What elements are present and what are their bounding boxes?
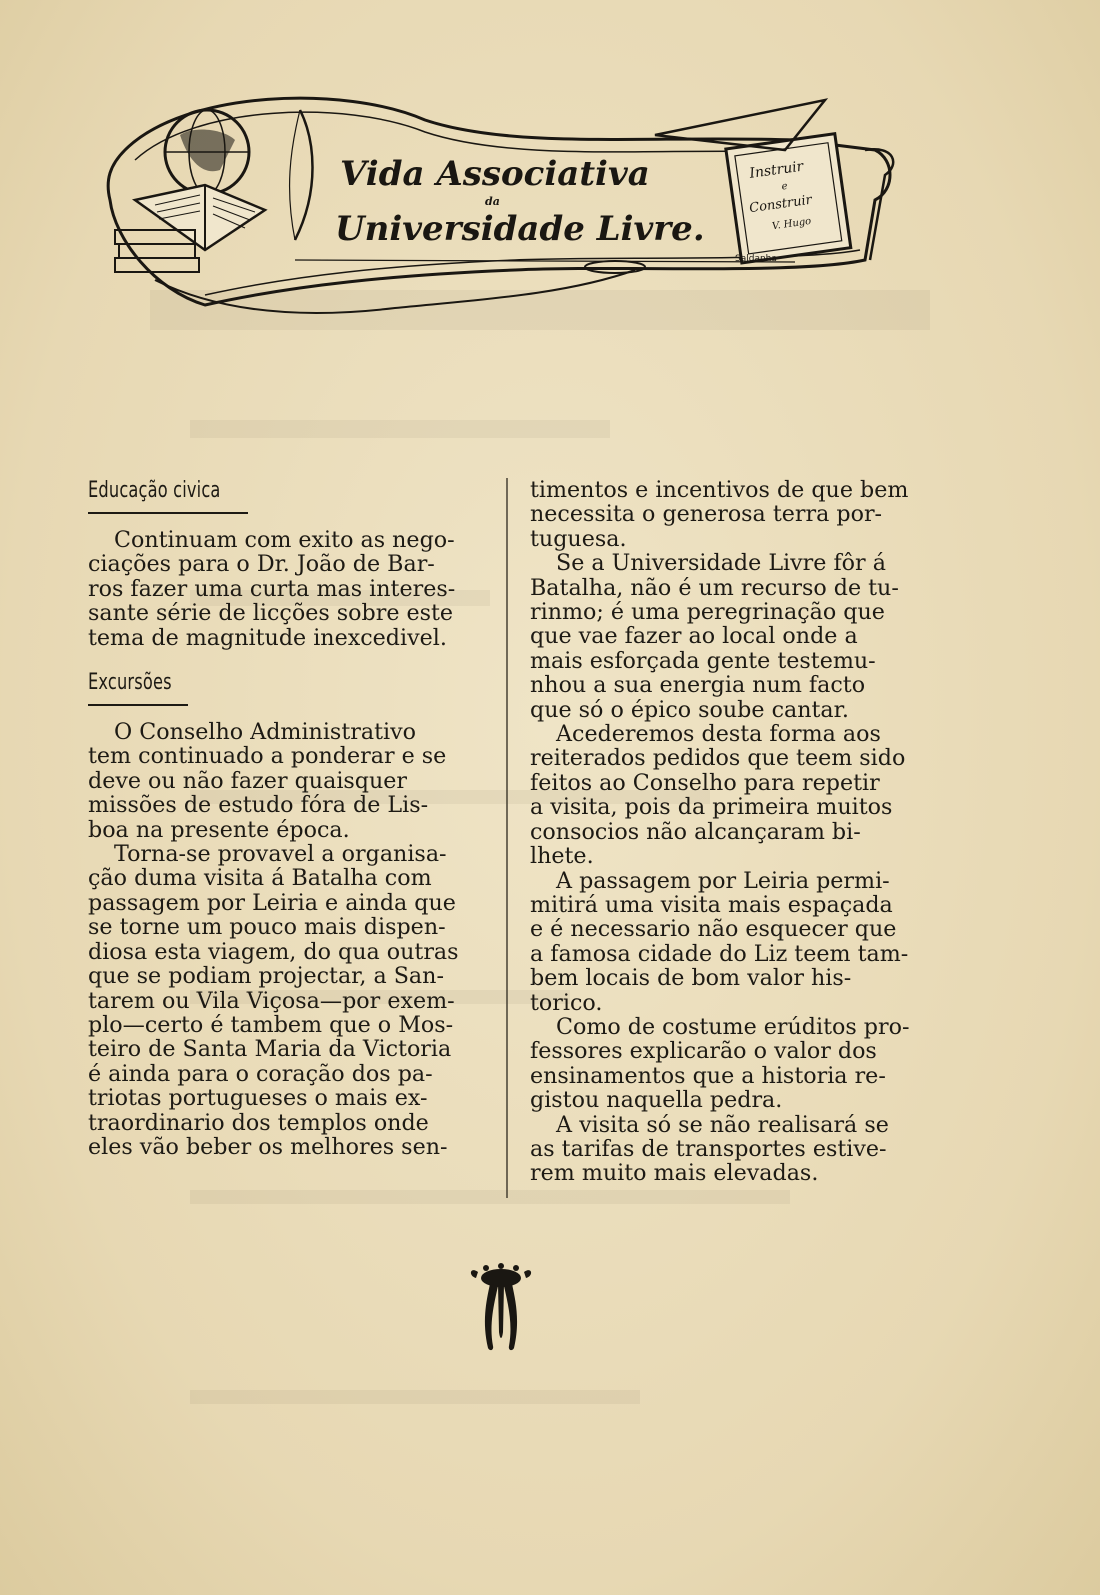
right-column: [530, 478, 925, 1186]
section-title-excursoes: Excursões: [88, 670, 172, 696]
board-text-1: Instruir: [748, 158, 805, 182]
banner-header: [95, 80, 910, 325]
section-title-educacao: Educação civica: [88, 478, 221, 503]
board-signature: V. Hugo: [771, 215, 812, 233]
paragraph-excursoes-7: A visita só se não realisará se as tarifas de transportes estive- rem muito mais elevadas.: [530, 1111, 889, 1187]
paragraph-excursoes-5: A passagem por Leiria permi- mitirá uma visita mais espaçada e é necessario não esquecer que a famosa cidade do Liz teem tam- bem locais de bom valor his- torico.: [530, 867, 909, 1016]
open-book-icon: [135, 185, 265, 250]
section-rule: [88, 512, 248, 514]
banner-title-small: da: [485, 195, 500, 208]
banner-title-line-1: Vida Associativa: [340, 154, 650, 194]
board-text-2: e: [780, 180, 789, 193]
quill-icon: [295, 110, 313, 240]
paragraph-excursoes-2-cont: timentos e incentivos de que bem necessita o generosa terra por- tuguesa.: [530, 477, 909, 552]
section-rule: [88, 704, 188, 706]
paragraph-excursoes-3: Se a Universidade Livre fôr á Batalha, não é um recurso de tu- rinmo; é uma peregrinação que que vae fazer ao local onde a mais esforçada gente testemu- nhou a sua energia num facto que só o épico soube cantar.: [530, 550, 899, 723]
column-divider: [506, 478, 508, 1198]
paragraph-excursoes-2: Torna-se provavel a organisa- ção duma visita á Batalha com passagem por Leiria e ainda que se torne um pouco mais dispen- diosa esta viagem, do qua outras que se podiam projectar, a San- tarem ou Vila Viçosa—por exem- plo—certo é tambem que o Mos- teiro de Santa Maria da Victoria é ainda para o coração dos pa- triotas portugueses o mais ex- traordinario dos templos onde eles vão beber os melhores sen-: [88, 841, 459, 1160]
fleuron-ornament-icon: [468, 1262, 534, 1356]
banner-illustration: [95, 80, 910, 325]
artist-signature: Saldanha: [735, 254, 777, 264]
paragraph-excursoes-1: O Conselho Administrativo tem continuado a ponderar e se deve ou não fazer quaisquer missões de estudo fóra de Lis- boa na presente época.: [88, 719, 447, 843]
instruir-board: [726, 134, 851, 263]
board-text-3: Construir: [748, 192, 813, 217]
left-column: [88, 478, 483, 1159]
paragraph-excursoes-6: Como de costume erúditos pro- fessores explicarão o valor dos ensinamentos que a historia re- gistou naquella pedra.: [530, 1013, 910, 1114]
paragraph-educacao-1: Continuam com exito as nego- ciações para o Dr. João de Bar- ros fazer uma curta mas interes- sante série de licções sobre este tema de magnitude inexcedivel.: [88, 527, 456, 651]
paragraph-excursoes-4: Acederemos desta forma aos reiterados pedidos que teem sido feitos ao Conselho para repetir a visita, pois da primeira muitos consocios não alcançaram bi- lhete.: [530, 721, 906, 870]
banner-title-line-2: Universidade Livre.: [335, 209, 705, 249]
